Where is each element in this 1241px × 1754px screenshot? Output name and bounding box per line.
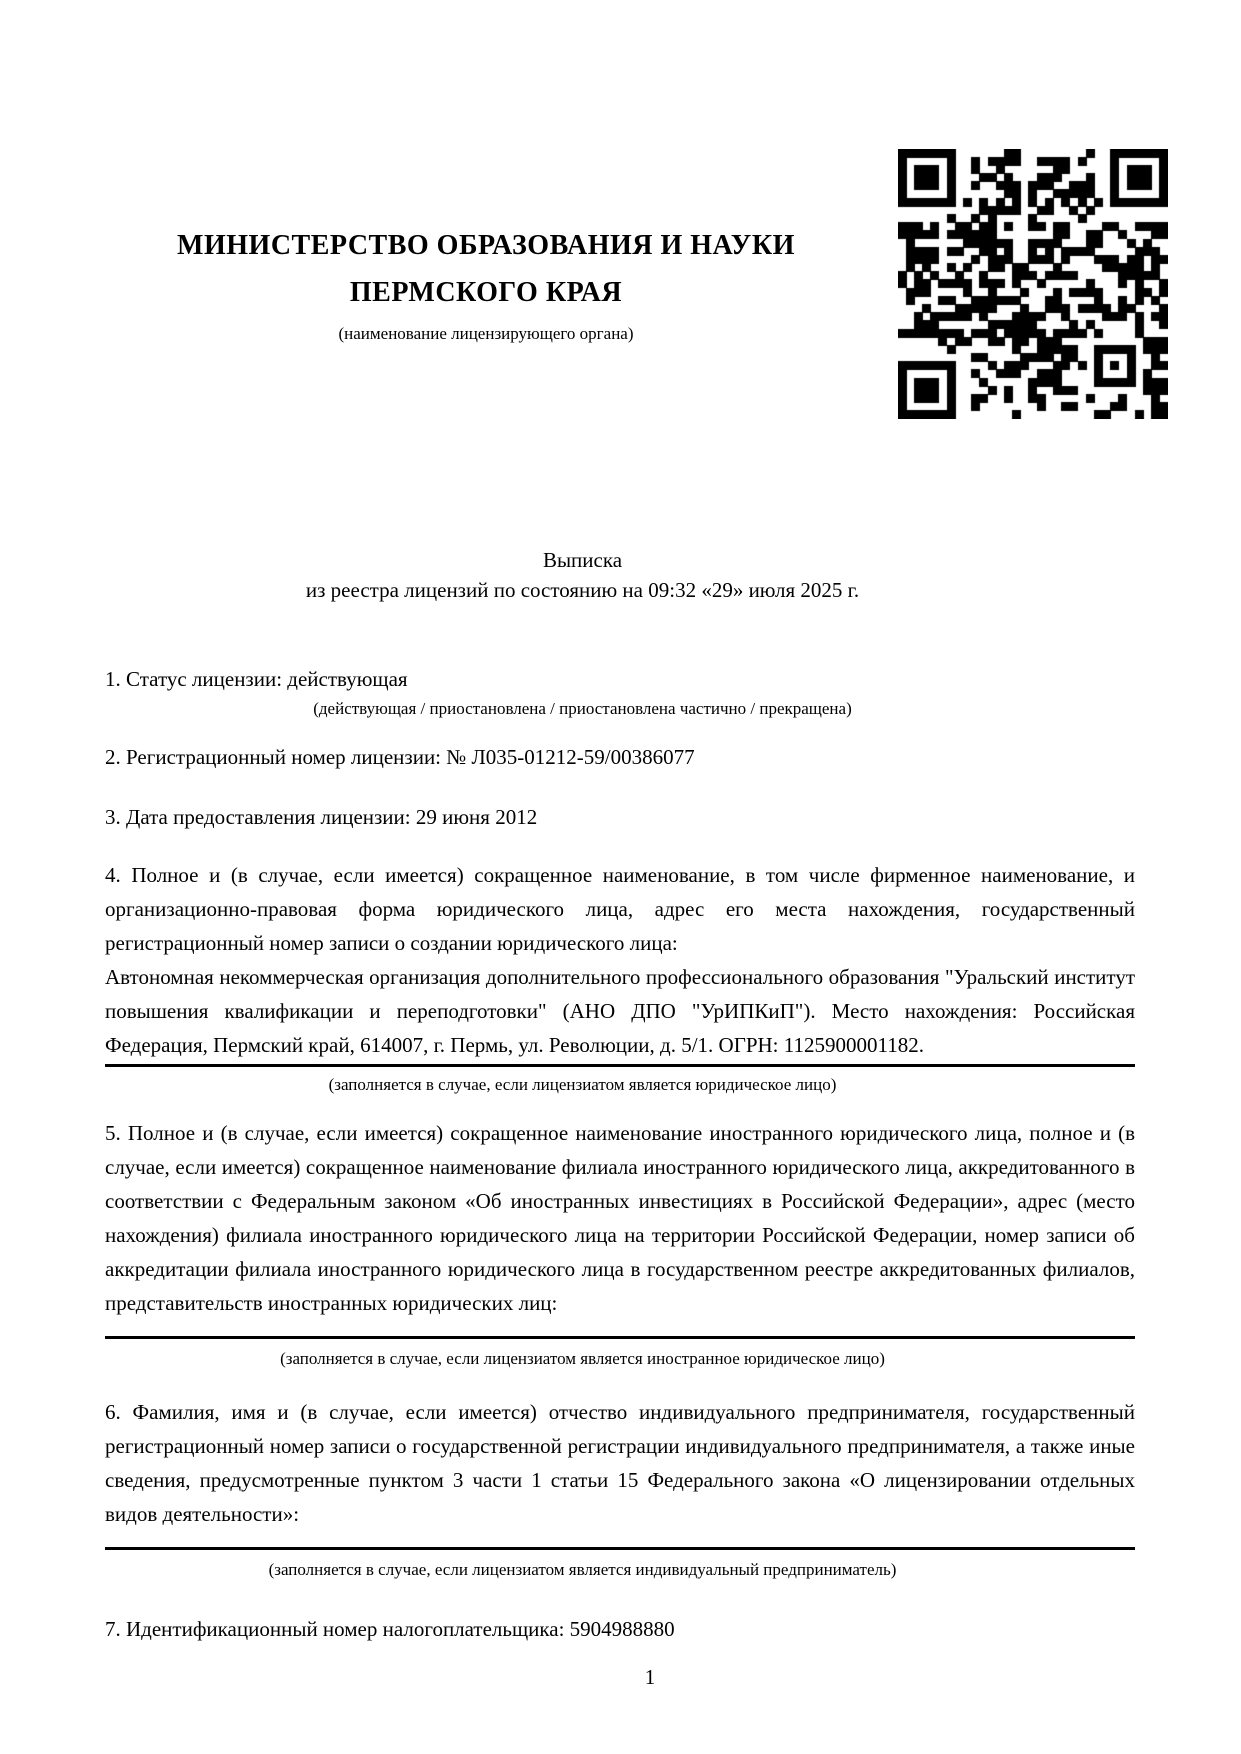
extract-title-line2: из реестра лицензий по состоянию на 09:32 «29» июля 2025 г. xyxy=(305,578,860,602)
extract-title-line1: Выписка xyxy=(542,548,623,572)
license-status-caption: (действующая / приостановлена / приостановлена частично / прекращена) xyxy=(313,699,852,718)
item-registration-number: 2. Регистрационный номер лицензии: № Л035-01212-59/00386077 xyxy=(105,745,695,769)
item-foreign-entity xyxy=(105,1116,1135,1371)
item-legal-entity xyxy=(105,858,1135,1097)
legal-entity-field-line xyxy=(105,1064,1135,1067)
legal-entity-caption: (заполняется в случае, если лицензиатом является юридическое лицо) xyxy=(328,1075,837,1094)
individual-caption: (заполняется в случае, если лицензиатом является индивидуальный предприниматель) xyxy=(268,1560,897,1579)
individual-field-line xyxy=(105,1547,1135,1550)
license-status-text: 1. Статус лицензии: действующая xyxy=(105,667,408,691)
item-taxpayer-number: 7. Идентификационный номер налогоплательщика: 5904988880 xyxy=(105,1617,675,1641)
document-header xyxy=(105,0,1135,420)
ministry-name-line2: ПЕРМСКОГО КРАЯ xyxy=(349,277,623,308)
legal-entity-intro: 4. Полное и (в случае, если имеется) сокращенное наименование, в том числе фирменное наименование, и организационно-правовая форма юридического лица, адрес его места нахождения, государственный регистрационный номер записи о создании юридического лица: xyxy=(105,863,1135,955)
item-license-status xyxy=(105,662,1135,721)
item-individual-entrepreneur xyxy=(105,1395,1135,1582)
individual-intro: 6. Фамилия, имя и (в случае, если имеется) отчество индивидуального предпринимателя, государственный регистрационный номер записи о государственной регистрации индивидуального предпринимателя, а также иные сведения, предусмотренные пунктом 3 части 1 статьи 15 Федерального закона «О лицензировании отдельных видов деятельности»: xyxy=(105,1400,1135,1526)
qr-code-icon xyxy=(898,149,1168,419)
ministry-caption: (наименование лицензирующего органа) xyxy=(338,324,634,343)
page-number: 1 xyxy=(644,1665,656,1689)
ministry-block xyxy=(105,222,867,345)
ministry-name xyxy=(105,222,867,316)
item-grant-date: 3. Дата предоставления лицензии: 29 июня 2012 xyxy=(105,805,538,829)
extract-title xyxy=(105,545,1135,605)
foreign-entity-intro: 5. Полное и (в случае, если имеется) сокращенное наименование иностранного юридического лица, полное и (в случае, если имеется) сокращенное наименование филиала иностранного юридического лица, аккредитованного в соответствии с Федеральным законом «Об иностранных инвестициях в Российской Федерации», адрес (место нахождения) филиала иностранного юридического лица на территории Российской Федерации, номер записи об аккредитации филиала иностранного юридического лица в государственном реестре аккредитованных филиалов, представительств иностранных юридических лиц: xyxy=(105,1121,1135,1315)
legal-entity-value: Автономная некоммерческая организация дополнительного профессионального образования "Уральский институт повышения квалификации и переподготовки" (АНО ДПО "УрИПКиП"). Место нахождения: Российская Федерация, Пермский край, 614007, г. Пермь, ул. Революции, д. 5/1. ОГРН: 1125900001182. xyxy=(105,965,1135,1057)
foreign-entity-caption: (заполняется в случае, если лицензиатом является иностранное юридическое лицо) xyxy=(280,1349,885,1368)
foreign-entity-field-line xyxy=(105,1336,1135,1339)
ministry-name-line1: МИНИСТЕРСТВО ОБРАЗОВАНИЯ И НАУКИ xyxy=(177,230,795,261)
